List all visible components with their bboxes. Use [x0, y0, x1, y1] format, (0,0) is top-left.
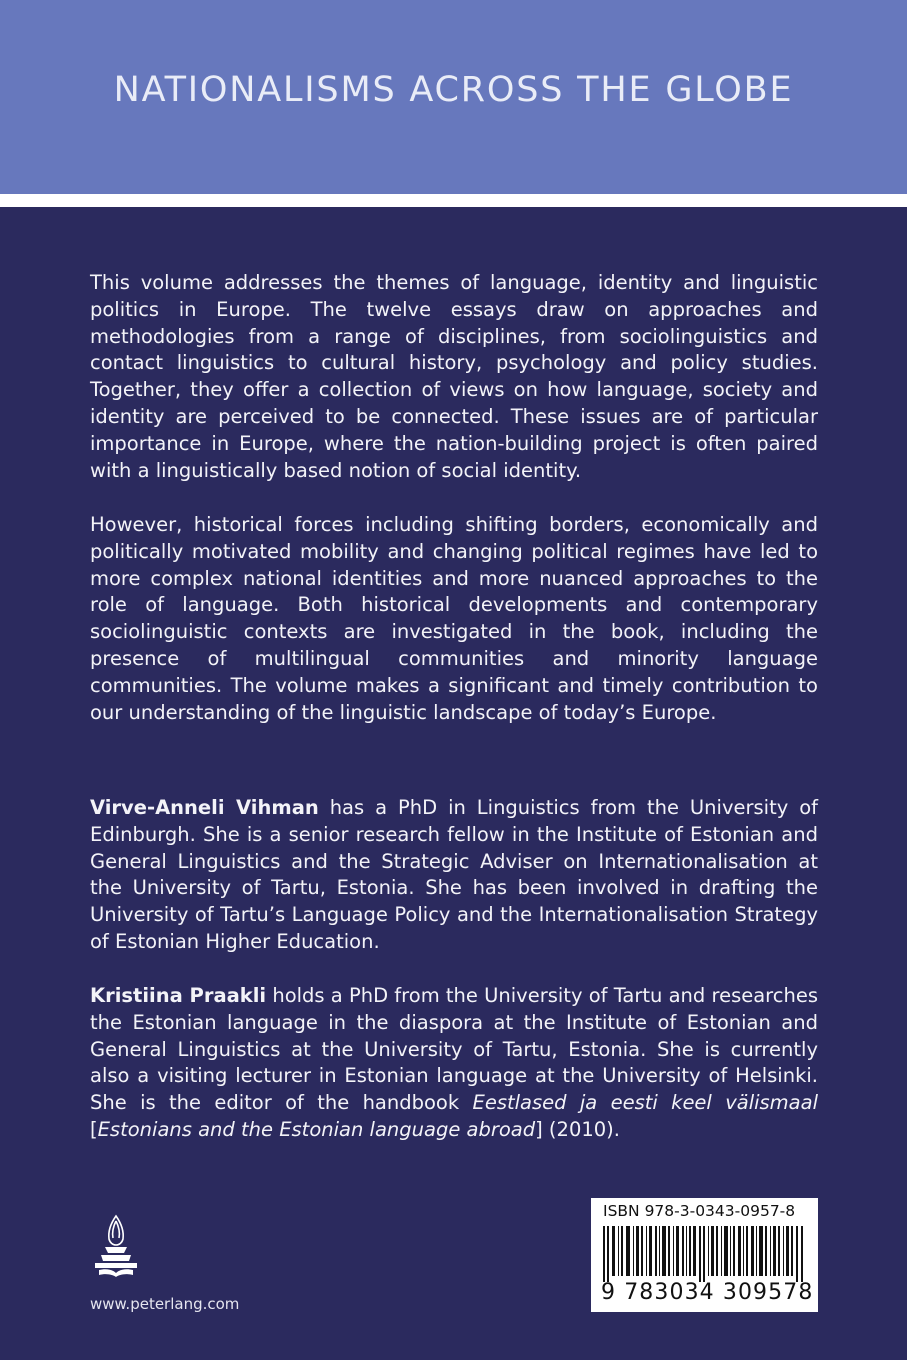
isbn-label: ISBN 978-3-0343-0957-8	[603, 1202, 796, 1220]
book-translation: Estonians and the Estonian language abroad	[97, 1117, 536, 1141]
blurb-paragraph-2: However, historical forces including shifting borders, economically and politically motivated mobility and changing political regimes have led to more complex national identities and more nuanced approaches to the role of language. Both historical developments and contemporary sociolinguistic contexts are investigated in the book, including the presence of multilingual communities and minority language communities. The volume makes a significant and timely contribution to our understanding of the linguistic landscape of today’s Europe.	[90, 513, 818, 724]
barcode-icon	[603, 1226, 807, 1282]
series-title: NATIONALISMS ACROSS THE GLOBE	[113, 70, 794, 110]
author-bio-text-1: has a PhD in Linguistics from the University of Edinburgh. She is a senior research fellow in the Institute of Estonian and General Linguistics and the Strategic Adviser on Internationalisation at the University of Tartu, Estonia. She has been involved in drafting the University of Tartu’s Language Policy and the Internationalisation Strategy of Estonian Higher Education.	[90, 796, 818, 953]
author-name-2: Kristiina Praakli	[90, 984, 267, 1007]
bracket-open: [	[90, 1117, 98, 1141]
book-title: Eestlased ja eesti keel välismaal	[472, 1091, 818, 1115]
author-bio-text-2: holds a PhD from the University of Tartu and researches the Estonian language in the diaspora at the Institute of Estonian and General Linguistics at the University of Tartu, Estonia. She is currently also a visiting lecturer in Estonian language at the University of Helsinki. She is the editor of the handbook	[90, 984, 818, 1115]
divider-rule	[0, 194, 907, 207]
peter-lang-logo-icon	[91, 1213, 141, 1279]
author-name-1: Virve-Anneli Vihman	[90, 796, 319, 819]
isbn-barcode-box	[591, 1198, 818, 1312]
author-bio-1	[90, 795, 818, 956]
barcode-digits: 9 783034 309578	[601, 1280, 814, 1305]
blurb-paragraph-1: This volume addresses the themes of language, identity and linguistic politics in Europe. The twelve essays draw on approaches and methodologies from a range of disciplines, from sociolinguistics and contact linguistics to cultural history, psychology and policy studies. Together, they offer a collection of views on how language, society and identity are perceived to be connected. These issues are of particular importance in Europe, where the nation-building project is often paired with a linguistically based notion of social identity.	[90, 271, 818, 482]
publisher-website[interactable]: www.peterlang.com	[90, 1295, 240, 1313]
author-bio-2	[90, 983, 818, 1144]
publication-year: ] (2010).	[535, 1117, 620, 1141]
